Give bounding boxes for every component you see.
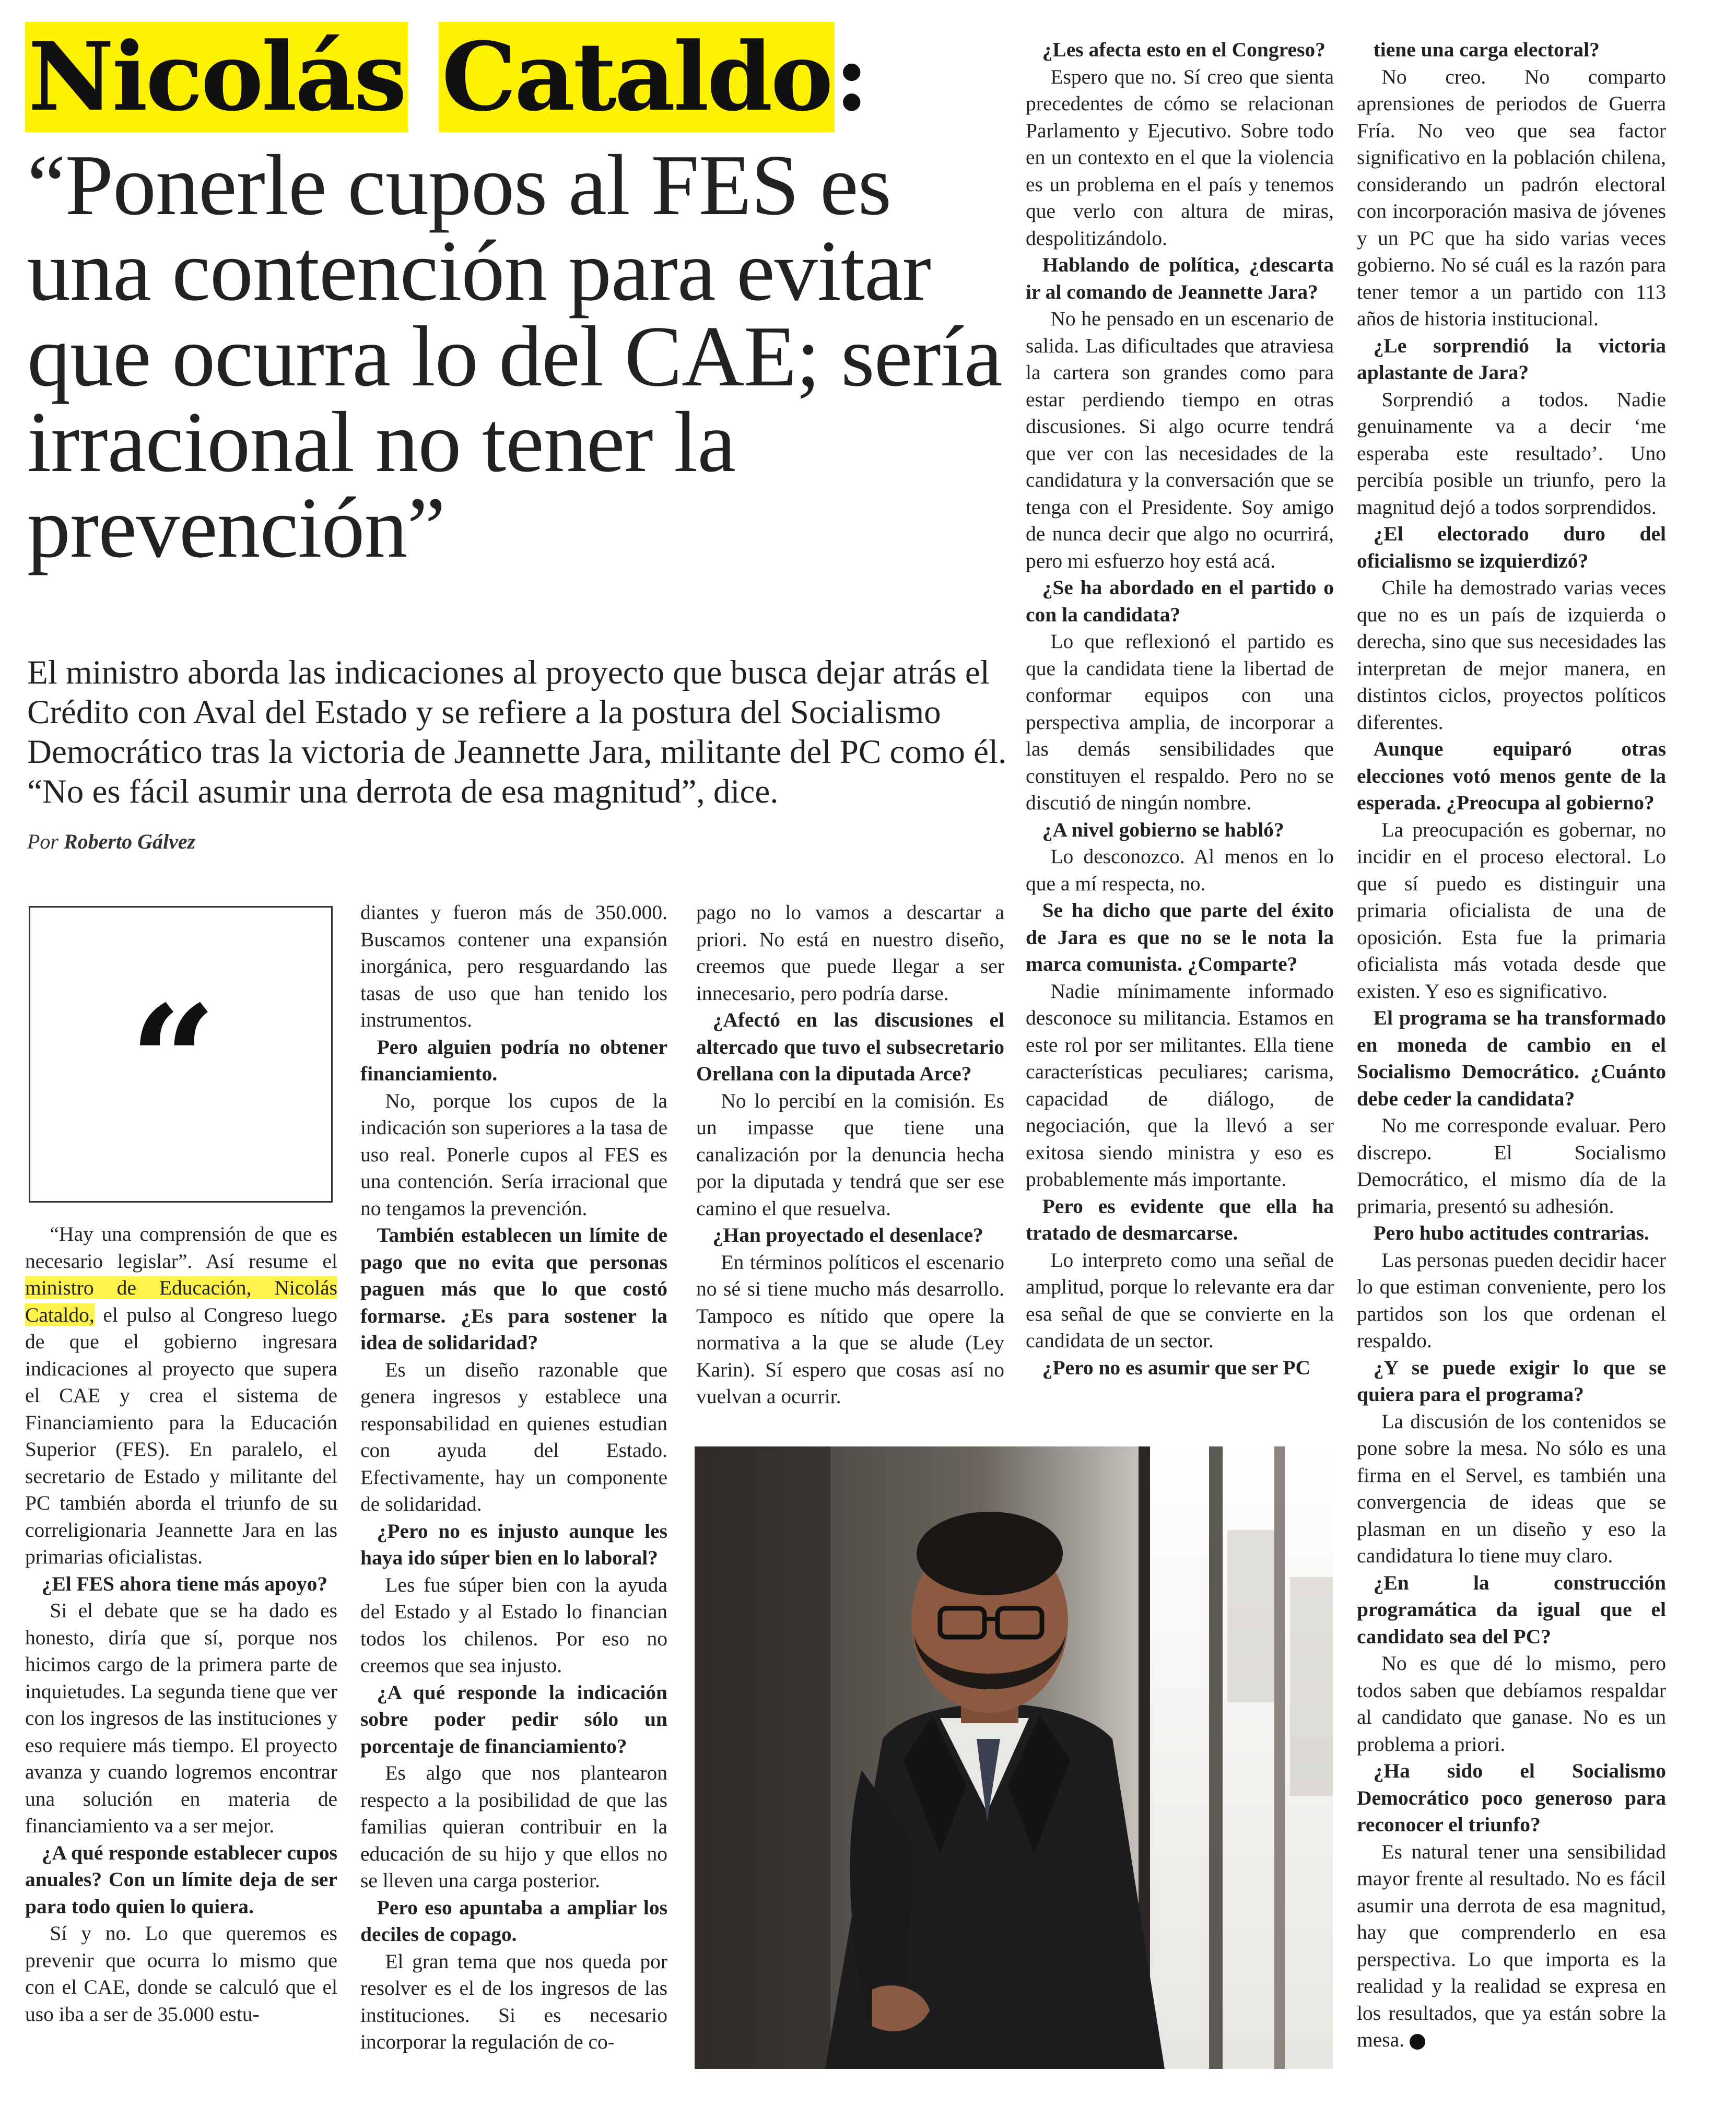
headline-quote: “Ponerle cupos al FES es una contención para evitar que ocurra lo del CAE; sería irracional no tener la prevención” <box>27 137 1002 575</box>
interview-answer: No he pensado en un escenario de salida. Las dificultades que atraviesa la cartera son grandes como para estar perdiendo tiempo en otras discusiones. Si algo ocurre tendrá que ver con las necesidades de la candidatura y la conversación que se tenga con el Presidente. Soy amigo de nunca decir que algo no ocurrirá, pero mi esfuerzo hoy está acá. <box>1026 307 1334 572</box>
interview-question: ¿Afectó en las discusiones el altercado que tuvo el subsecretario Orellana con la diputada Arce? <box>696 1008 1004 1085</box>
interview-question: ¿Ha sido el Socialismo Democrático poco generoso para reconocer el triunfo? <box>1357 1759 1666 1836</box>
interview-question: Hablando de política, ¿descarta ir al comando de Jeannette Jara? <box>1026 253 1334 303</box>
interview-answer: No me corresponde evaluar. Pero discrepo. El Socialismo Democrático, el mismo día de la primaria, presentó su adhesión. <box>1357 1114 1666 1218</box>
interview-answer: La discusión de los contenidos se pone sobre la mesa. No sólo es una firma en el Servel, es también una convergencia de ideas que se plasman en un diseño y eso la candidatura lo tiene muy claro. <box>1357 1409 1666 1567</box>
lead-paragraph: El ministro aborda las indicaciones al proyecto que busca dejar atrás el Crédito con Aval del Estado y se refiere a la postura del Socialismo Democrático tras la victoria de Jeannette Jara, militante del PC como él. “No es fácil asumir una derrota de esa magnitud”, dice. <box>27 654 1007 810</box>
interview-answer: Es un diseño razonable que genera ingresos y establece una responsabilidad en quienes estudian con ayuda del Estado. Efectivamente, hay un componente de solidaridad. <box>360 1358 667 1515</box>
interview-answer: Sí y no. Lo que queremos es prevenir que ocurra lo mismo que con el CAE, donde se calculó que el uso iba a ser de 35.000 estu- <box>25 1922 337 2026</box>
interview-answer: Es natural tener una sensibilidad mayor frente al resultado. No es fácil asumir una derrota de esa magnitud, hay que comprenderlo en esa perspectiva. Lo que importa es la realidad y la realidad se expresa en los resultados, que ya están sobre la mesa. <box>1357 1840 1666 2051</box>
byline-author: Roberto Gálvez <box>64 830 196 853</box>
interview-question: ¿Y se puede exigir lo que se quiera para el programa? <box>1357 1356 1666 1406</box>
interview-question: Pero alguien podría no obtener financiamiento. <box>360 1035 667 1085</box>
interview-answer: Chile ha demostrado varias veces que no es un país de izquierda o derecha, sino que sus necesidades las interpretan de mejor manera, en distintos ciclos, proyectos políticos diferentes. <box>1357 576 1666 734</box>
interview-question: tiene una carga electoral? <box>1373 38 1600 61</box>
article-column-2 <box>360 899 667 2056</box>
intro-text-start: “Hay una comprensión de que es necesario legislar”. Así resume el <box>25 1222 337 1273</box>
interview-answer: pago no lo vamos a descartar a priori. No está en nuestro diseño, creemos que puede llegar a ser innecesario, pero podría darse. <box>696 901 1004 1005</box>
interview-answer: Nadie mínimamente informado desconoce su militancia. Estamos en este rol por ser militantes. Ella tiene características peculiares; carisma, capacidad de diálogo, de negociación, que la llevó a ser exitosa siendo ministra y eso es probablemente más importante. <box>1026 979 1334 1191</box>
interview-question: Pero es evidente que ella ha tratado de desmarcarse. <box>1026 1194 1334 1244</box>
interview-question: ¿Pero no es asumir que ser PC <box>1042 1356 1311 1379</box>
article-column-4 <box>1026 37 1334 1381</box>
interview-question: ¿A qué responde la indicación sobre poder pedir sólo un porcentaje de financiamiento? <box>360 1680 667 1758</box>
interview-question: Aunque equiparó otras elecciones votó menos gente de la esperada. ¿Preocupa al gobierno? <box>1357 737 1666 814</box>
interview-answer: Les fue súper bien con la ayuda del Estado y al Estado lo financian todos los chilenos. Por eso no creemos que sea injusto. <box>360 1573 667 1677</box>
interview-answer: Las personas pueden decidir hacer lo que estiman conveniente, pero los partidos son los que ordenan el respaldo. <box>1357 1248 1666 1352</box>
interview-answer: No creo. No comparto aprensiones de periodos de Guerra Fría. No veo que sea factor significativo en la población chilena, considerando un padrón electoral con incorporación masiva de jóvenes y un PC que ha sido varias veces gobierno. No sé cuál es la razón para tener temor a un partido con 113 años de historia institucional. <box>1357 65 1666 330</box>
interview-question: También establecen un límite de pago que no evita que personas paguen más que lo que costó formarse. ¿Es para sostener la idea de solidaridad? <box>360 1223 667 1354</box>
interview-question: ¿Le sorprendió la victoria aplastante de Jara? <box>1357 334 1666 384</box>
interview-answer: diantes y fueron más de 350.000. Buscamos contener una expansión inorgánica, pero resguardando las tasas de uso que han tenido los instrumentos. <box>360 901 667 1031</box>
interview-question: ¿El electorado duro del oficialismo se izquierdizó? <box>1357 522 1666 572</box>
end-of-article-icon <box>1410 2034 1425 2050</box>
byline-prefix: Por <box>27 830 58 853</box>
pull-quote-box <box>29 906 333 1203</box>
interview-question: ¿Les afecta esto en el Congreso? <box>1042 38 1326 61</box>
portrait-photo <box>695 1446 1333 2069</box>
article-column-3 <box>696 899 1004 1410</box>
byline <box>27 829 195 854</box>
intro-text-end: el pulso al Congreso luego de que el gobierno ingresara indicaciones al proyecto que supera el CAE y crea el sistema de Financiamiento para la Educación Superior (FES). En paralelo, el secretario de Estado y militante del PC también aborda el triunfo de su correligionaria Jeannette Jara en las primarias oficialistas. <box>25 1303 337 1568</box>
interview-answer: La preocupación es gobernar, no incidir en el proceso electoral. Lo que sí puedo es distinguir una primaria oficialista de una de oposición. Esta fue la primaria oficialista más votada desde que existen. Y eso es significativo. <box>1357 818 1666 1003</box>
interview-answer: Lo que reflexionó el partido es que la candidata tiene la libertad de conformar equipos con una perspectiva amplia, de incorporar a las demás sensibilidades que constituyen el respaldo. Pero no se discutió de ningún nombre. <box>1026 630 1334 814</box>
interview-question: Pero hubo actitudes contrarias. <box>1373 1221 1649 1244</box>
interview-answer: Lo interpreto como una señal de amplitud, porque lo relevante era dar esa señal de que se convierte en la candidata de un sector. <box>1026 1248 1334 1352</box>
interview-answer: Sorprendió a todos. Nadie genuinamente va a decir ‘me esperaba este resultado’. Uno percibía posible un triunfo, pero la magnitud dejó a todos sorprendidos. <box>1357 387 1666 519</box>
article-title <box>25 22 867 132</box>
highlighted-minister-name: ministro de Educación, Nicolás Cataldo, <box>25 1276 337 1326</box>
quote-mark-icon: “ <box>130 973 217 1150</box>
interview-answer: No lo percibí en la comisión. Es un impasse que tiene una canalización por la denuncia hecha por la diputada y tendrá que ser ese camino el que resuelva. <box>696 1089 1004 1220</box>
col1-body <box>25 1571 337 2028</box>
interview-answer: No es que dé lo mismo, pero todos saben que debíamos respaldar al candidato que ganase. No es un problema a priori. <box>1357 1652 1666 1756</box>
interview-question: Se ha dicho que parte del éxito de Jara es que no se le nota la marca comunista. ¿Comparte? <box>1026 899 1334 975</box>
interview-question: Pero eso apuntaba a ampliar los deciles de copago. <box>360 1896 667 1946</box>
interview-answer: En términos políticos el escenario no sé si tiene mucho más desarrollo. Tampoco es nítido que opere la normativa a la que se alude (Ley Karin). Sí espero que cosas así no vuelvan a ocurrir. <box>696 1250 1004 1408</box>
title-first-name: Nicolás <box>25 22 408 132</box>
interview-question: ¿Pero no es injusto aunque les haya ido súper bien en lo laboral? <box>360 1519 667 1569</box>
interview-answer: Es algo que nos plantearon respecto a la posibilidad de que las familias quieran contribuir en la educación de su hijo y que ellos no se lleven una carga posterior. <box>360 1761 667 1892</box>
interview-question: ¿Han proyectado el desenlace? <box>712 1223 983 1246</box>
interview-answer: Espero que no. Sí creo que sienta precedentes de cómo se relacionan Parlamento y Ejecutivo. Sobre todo en un contexto en el que la violencia es un problema en el país y tenemos que verlo con altura de miras, despolitizándolo. <box>1026 65 1334 250</box>
interview-question: El programa se ha transformado en moneda de cambio en el Socialismo Democrático. ¿Cuánto debe ceder la candidata? <box>1357 1006 1666 1110</box>
article-column-1 <box>25 1221 337 2028</box>
intro-paragraph <box>25 1221 337 1571</box>
interview-answer: No, porque los cupos de la indicación son superiores a la tasa de uso real. Ponerle cupos al FES es una contención. Sería irracional que no tengamos la prevención. <box>360 1089 667 1220</box>
article-column-5 <box>1357 37 1666 2054</box>
interview-answer: El gran tema que nos queda por resolver es el de los ingresos de las instituciones. Si es necesario incorporar la regulación de co- <box>360 1949 667 2053</box>
interview-question: ¿En la construcción programática da igual que el candidato sea del PC? <box>1357 1571 1666 1648</box>
interview-answer: Lo desconozco. Al menos en lo que a mí respecta, no. <box>1026 845 1334 895</box>
title-colon: : <box>834 22 867 132</box>
portrait-photo-illustration <box>695 1446 1333 2069</box>
interview-question: ¿A nivel gobierno se habló? <box>1042 818 1284 841</box>
interview-question: ¿A qué responde establecer cupos anuales? Con un límite deja de ser para todo quien lo quiera. <box>25 1841 337 1918</box>
interview-question: ¿El FES ahora tiene más apoyo? <box>41 1572 328 1595</box>
interview-question: ¿Se ha abordado en el partido o con la candidata? <box>1026 576 1334 626</box>
title-last-name: Cataldo <box>439 22 835 132</box>
interview-answer: Si el debate que se ha dado es honesto, diría que sí, porque nos hicimos cargo de la primera parte de inquietudes. La segunda tiene que ver con los ingresos de las instituciones y eso requiere más tiempo. El proyecto avanza y cuando logremos encontrar una solución en materia de financiamiento va a ser mejor. <box>25 1599 337 1837</box>
